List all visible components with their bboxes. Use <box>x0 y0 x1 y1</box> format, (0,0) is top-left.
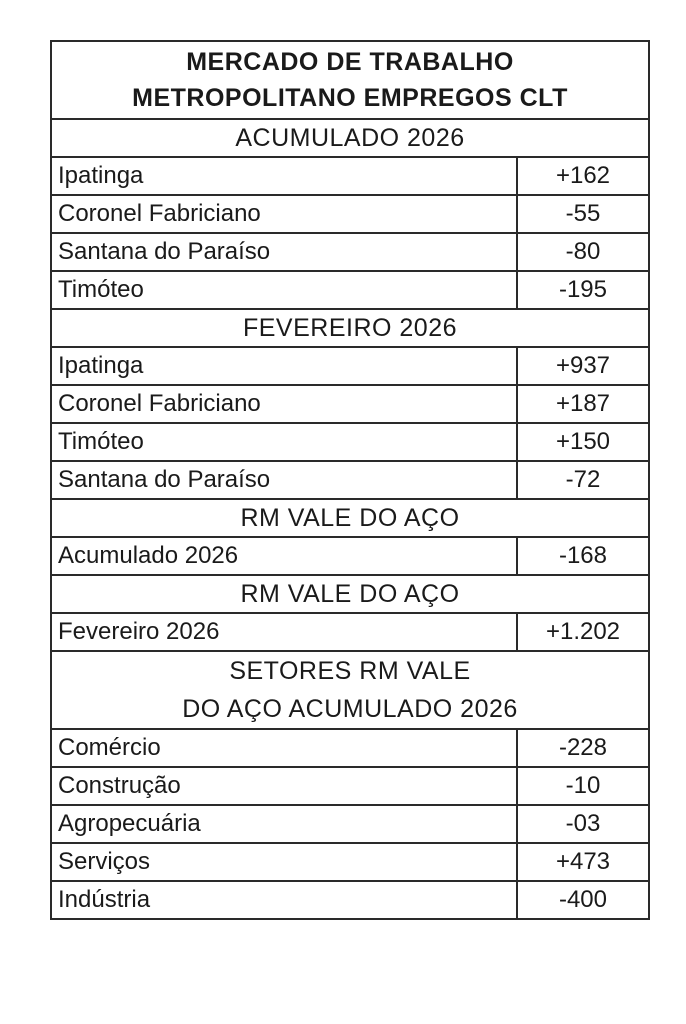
table-row <box>51 613 649 651</box>
table-row <box>51 157 649 195</box>
row-value: +162 <box>517 157 649 195</box>
row-label: Timóteo <box>51 271 517 309</box>
table-title <box>51 41 649 119</box>
section-header-row <box>51 499 649 537</box>
row-value: -55 <box>517 195 649 233</box>
row-value: +187 <box>517 385 649 423</box>
row-value: -195 <box>517 271 649 309</box>
table-row <box>51 271 649 309</box>
section-heading: RM VALE DO AÇO <box>51 575 649 613</box>
row-value: -10 <box>517 767 649 805</box>
table-row <box>51 881 649 919</box>
row-value: +150 <box>517 423 649 461</box>
section-heading: RM VALE DO AÇO <box>51 499 649 537</box>
row-label: Construção <box>51 767 517 805</box>
table-row <box>51 805 649 843</box>
table-row <box>51 385 649 423</box>
row-label: Agropecuária <box>51 805 517 843</box>
row-value: -400 <box>517 881 649 919</box>
row-value: -72 <box>517 461 649 499</box>
table-row <box>51 233 649 271</box>
row-value: +1.202 <box>517 613 649 651</box>
row-label: Indústria <box>51 881 517 919</box>
row-label: Ipatinga <box>51 347 517 385</box>
section-heading <box>51 651 649 729</box>
section-header-row <box>51 575 649 613</box>
title-row <box>51 41 649 119</box>
section-heading-line-2: DO AÇO ACUMULADO 2026 <box>182 695 518 723</box>
row-label: Fevereiro 2026 <box>51 613 517 651</box>
section-heading: FEVEREIRO 2026 <box>51 309 649 347</box>
table-row <box>51 347 649 385</box>
row-label: Santana do Paraíso <box>51 461 517 499</box>
row-label: Serviços <box>51 843 517 881</box>
row-value: -168 <box>517 537 649 575</box>
section-header-row <box>51 309 649 347</box>
section-heading-line-1: SETORES RM VALE <box>229 657 471 685</box>
table-row <box>51 423 649 461</box>
row-label: Coronel Fabriciano <box>51 385 517 423</box>
employment-table <box>50 40 650 920</box>
table-row <box>51 729 649 767</box>
section-heading: ACUMULADO 2026 <box>51 119 649 157</box>
row-value: +473 <box>517 843 649 881</box>
row-label: Acumulado 2026 <box>51 537 517 575</box>
row-value: -80 <box>517 233 649 271</box>
row-label: Timóteo <box>51 423 517 461</box>
table-row <box>51 195 649 233</box>
row-value: -03 <box>517 805 649 843</box>
title-line-2: METROPOLITANO EMPREGOS CLT <box>132 84 568 112</box>
row-label: Santana do Paraíso <box>51 233 517 271</box>
table-row <box>51 537 649 575</box>
row-label: Coronel Fabriciano <box>51 195 517 233</box>
row-value: +937 <box>517 347 649 385</box>
employment-table-card <box>50 40 648 920</box>
row-value: -228 <box>517 729 649 767</box>
section-header-row <box>51 651 649 729</box>
row-label: Ipatinga <box>51 157 517 195</box>
table-row <box>51 767 649 805</box>
title-line-1: MERCADO DE TRABALHO <box>186 48 514 76</box>
table-row <box>51 461 649 499</box>
table-row <box>51 843 649 881</box>
section-header-row <box>51 119 649 157</box>
row-label: Comércio <box>51 729 517 767</box>
